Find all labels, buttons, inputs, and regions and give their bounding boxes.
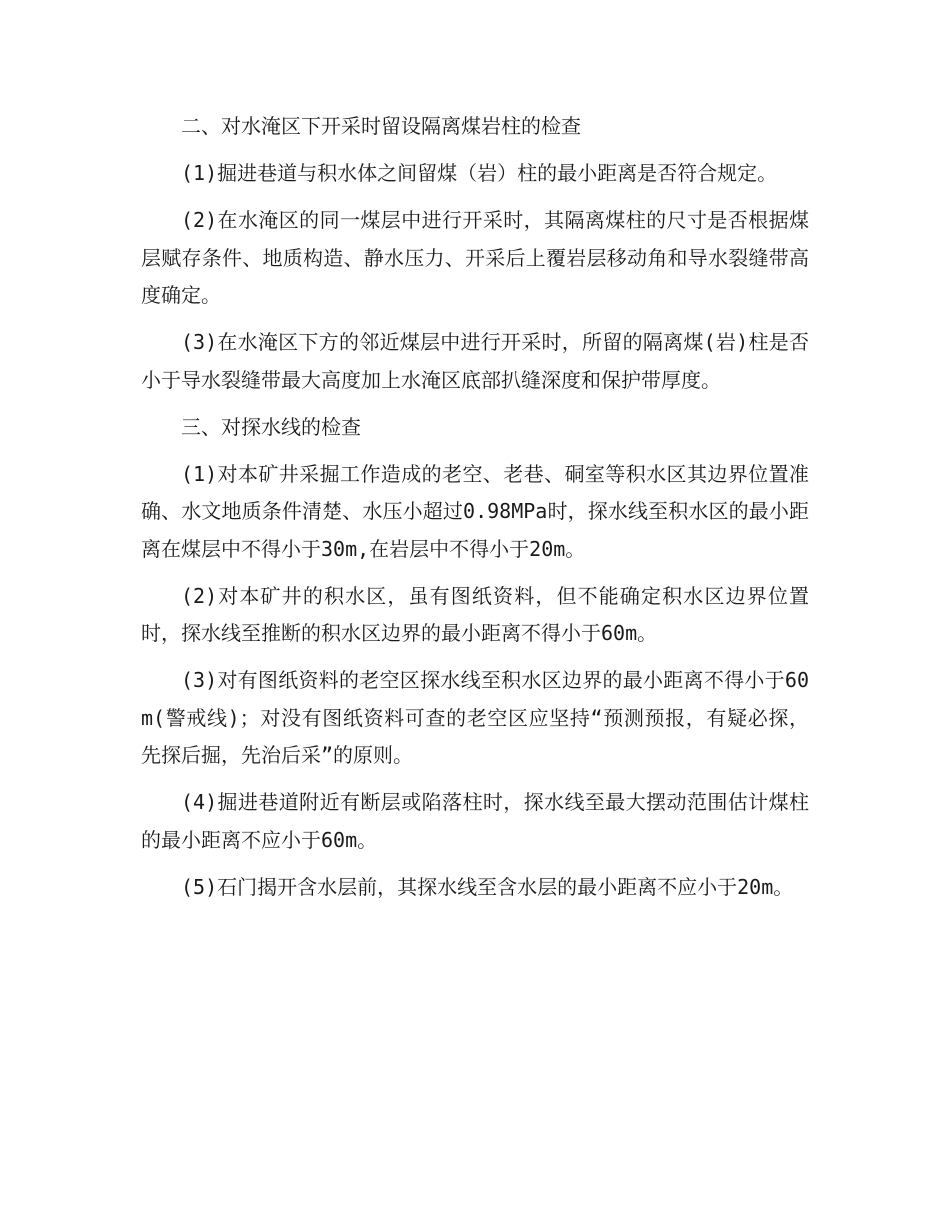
paragraph-isolation-1: (1)掘进巷道与积水体之间留煤（岩）柱的最小距离是否符合规定。 bbox=[181, 161, 778, 185]
paragraph-isolation-2: (2)在水淹区的同一煤层中进行开采时，其隔离煤柱的尺寸是否根据煤层赋存条件、地质构造、静水压力、开采后上覆岩层移动角和导水裂缝带高度确定。 bbox=[141, 208, 809, 307]
paragraph-probe-1: (1)对本矿井采掘工作造成的老空、老巷、硐室等积水区其边界位置准确、水文地质条件清楚、水压小超过0.98MPa时，探水线至积水区的最小距离在煤层中不得小于30m,在岩层中不得小于20m。 bbox=[141, 461, 809, 561]
section-heading-isolation-pillar: 二、对水淹区下开采时留设隔离煤岩柱的检查 bbox=[181, 114, 581, 138]
document-body bbox=[141, 108, 809, 916]
paragraph-probe-4: (4)掘进巷道附近有断层或陷落柱时，探水线至最大摆动范围估计煤柱的最小距离不应小于60m。 bbox=[141, 790, 809, 852]
section-heading-water-probe-line: 三、对探水线的检查 bbox=[181, 414, 361, 439]
paragraph-isolation-3: (3)在水淹区下方的邻近煤层中进行开采时，所留的隔离煤(岩)柱是否小于导水裂缝带最大高度加上水淹区底部扒缝深度和保护带厚度。 bbox=[141, 330, 809, 392]
paragraph-probe-2: (2)对本矿井的积水区，虽有图纸资料，但不能确定积水区边界位置时，探水线至推断的积水区边界的最小距离不得小于60m。 bbox=[141, 583, 809, 645]
paragraph-probe-5: (5)石门揭开含水层前，其探水线至含水层的最小距离不应小于20m。 bbox=[181, 874, 794, 899]
paragraph-probe-3: (3)对有图纸资料的老空区探水线至积水区边界的最小距离不得小于60m(警戒线)；对没有图纸资料可查的老空区应坚持“预测预报，有疑必探，先探后掘，先治后采”的原则。 bbox=[141, 668, 809, 767]
